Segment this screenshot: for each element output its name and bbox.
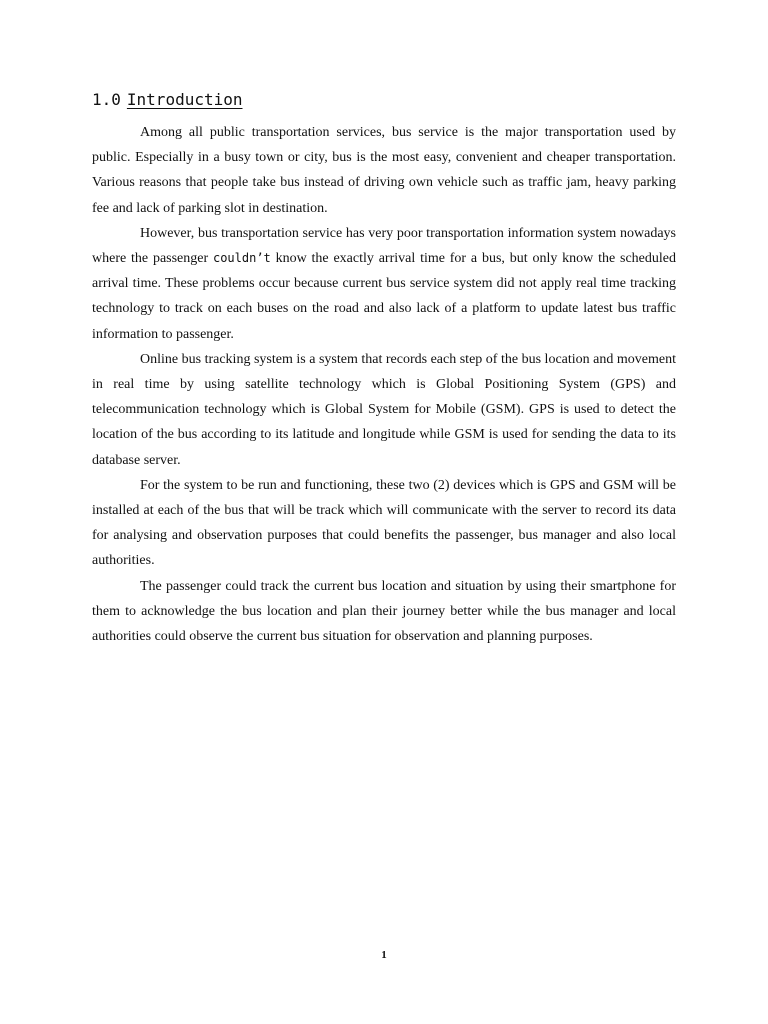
section-heading <box>92 88 243 112</box>
section-number: 1.0 <box>92 90 121 109</box>
page-number: 1 <box>381 949 387 961</box>
paragraph-2 <box>92 221 676 347</box>
paragraph-5: The passenger could track the current bus location and situation by using their smartphone for them to acknowledge the bus location and plan their journey better while the bus manager and local authorities could observe the current bus situation for observation and planning purposes. <box>92 578 676 645</box>
paragraph-4: For the system to be run and functioning, these two (2) devices which is GPS and GSM will be installed at each of the bus that will be track which will communicate with the server to record its data for analysing and observation purposes that could benefits the passenger, bus manager and also local authorities. <box>92 477 676 569</box>
section-body <box>92 120 676 649</box>
paragraph-2-mono-word: couldn’t <box>212 251 271 266</box>
paragraph-2-start: However, bus transportation service has very poor transportation information system nowadays where the passenger <box>92 225 676 267</box>
paragraph-3: Online bus tracking system is a system that records each step of the bus location and movement in real time by using satellite technology which is Global Positioning System (GPS) and telecommunication technology which is Global System for Mobile (GSM). GPS is used to detect the location of the bus according to its latitude and longitude while GSM is used for sending the data to its database server. <box>92 351 676 468</box>
paragraph-1: Among all public transportation services, bus service is the major transportation used by public. Especially in a busy town or city, bus is the most easy, convenient and cheaper transportation. Various reasons that people take bus instead of driving own vehicle such as traffic jam, heavy parking fee and lack of parking slot in destination. <box>92 125 676 216</box>
section-title: Introduction <box>126 90 243 109</box>
paragraph-2-end: know the exactly arrival time for a bus, but only know the scheduled arrival time. These problems occur because current bus service system did not apply real time tracking technology to track on each buses on the road and also lack of a platform to update latest bus traffic information to passenger. <box>92 251 676 342</box>
